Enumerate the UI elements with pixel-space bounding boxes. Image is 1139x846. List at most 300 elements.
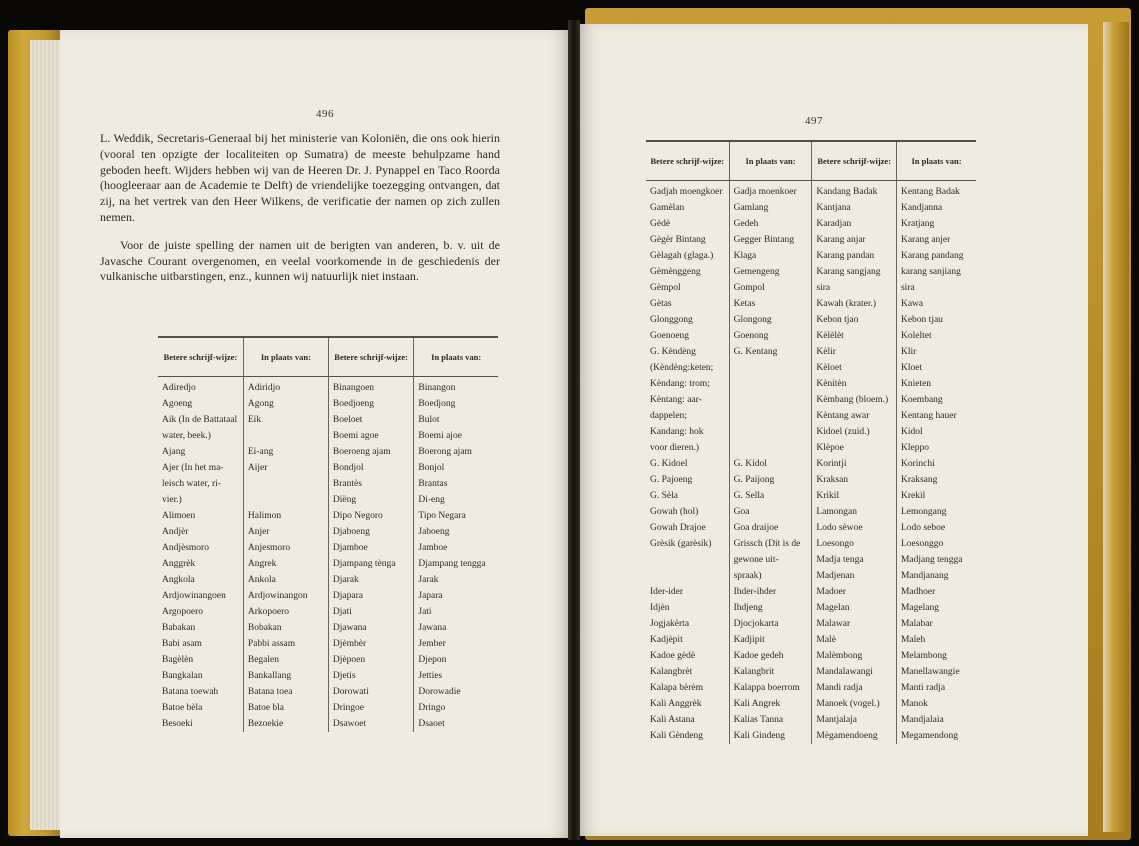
table-row (646, 584, 976, 600)
table-cell: Megamendong (896, 728, 976, 744)
table-row (158, 716, 498, 732)
table-cell: Anjesmoro (243, 540, 328, 556)
table-cell: Dorowadie (414, 684, 498, 700)
table-header-row (158, 337, 498, 377)
table-cell: Djapara (328, 588, 413, 604)
table-cell: Magelan (812, 600, 897, 616)
table-cell: Karang anjer (896, 232, 976, 248)
table-cell: Andjèsmoro (162, 543, 209, 553)
table-cell: Goenoeng (650, 331, 690, 341)
table-cell: Ardjowinangoen (162, 591, 226, 601)
table-cell: Glonggong (650, 315, 693, 325)
table-cell: Agong (243, 396, 328, 412)
table-row (646, 328, 976, 344)
table-cell: Djocjokarta (729, 616, 812, 632)
table-cell: Bondjol (328, 460, 413, 476)
table-cell: (Kèndèng:keten; (650, 363, 714, 373)
table-cell: Gamlang (729, 200, 812, 216)
table-cell: Bagèlèn (162, 655, 194, 665)
table-row (646, 712, 976, 728)
table-cell: Gemengeng (729, 264, 812, 280)
table-cell: Karang sangjang (812, 264, 897, 280)
table-cell: Bezoekie (243, 716, 328, 732)
table-cell: Ajang (162, 447, 186, 457)
table-cell: Brantès (328, 476, 413, 492)
table-cell: Glongong (729, 312, 812, 328)
table-cell: Boedjong (414, 396, 498, 412)
table-cell: Kali Astana (650, 715, 695, 725)
table-cell: water, beek.) (162, 431, 211, 441)
table-cell (729, 360, 812, 376)
header-instead-of: In plaats van: (243, 337, 328, 377)
table-cell: Kènitèn (812, 376, 897, 392)
table-cell: Kalias Tanna (729, 712, 812, 728)
table-row (646, 248, 976, 264)
table-cell: Mantjalaja (812, 712, 897, 728)
table-cell (243, 492, 328, 508)
table-cell: Korinchi (896, 456, 976, 472)
table-cell: Klir (896, 344, 976, 360)
table-cell: Kali Angrek (729, 696, 812, 712)
table-cell: sira (896, 280, 976, 296)
left-page-edges (30, 40, 64, 830)
table-cell: vier.) (162, 495, 182, 505)
table-cell: Dringoe (328, 700, 413, 716)
table-cell: Kèlèlèt (812, 328, 897, 344)
table-row (158, 377, 498, 397)
table-cell (729, 408, 812, 424)
table-row (158, 572, 498, 588)
table-cell: Kloet (896, 360, 976, 376)
table-cell: Gètas (650, 299, 672, 309)
table-cell: Manoek (vogel.) (812, 696, 897, 712)
table-cell: Arkopoero (243, 604, 328, 620)
table-row (158, 588, 498, 604)
table-cell: Dipo Negoro (328, 508, 413, 524)
table-row (158, 700, 498, 716)
table-header-row (646, 141, 976, 181)
table-row (646, 264, 976, 280)
table-cell: Djamboe (328, 540, 413, 556)
table-cell: Malabar (896, 616, 976, 632)
header-better-spelling: Betere schrijf-wijze: (163, 352, 238, 362)
table-row (646, 728, 976, 744)
table-cell: Adiredjo (162, 383, 196, 393)
table-cell: Brantas (414, 476, 498, 492)
table-row (646, 456, 976, 472)
table-cell: G. Sella (729, 488, 812, 504)
table-cell: Ketas (729, 296, 812, 312)
table-cell: Gamèlan (650, 203, 685, 213)
table-cell: Grissch (Dit is de (729, 536, 812, 552)
table-row (646, 520, 976, 536)
header-better-spelling: Betere schrijf-wijze: (328, 337, 413, 377)
table-cell: Madja tenga (812, 552, 897, 568)
table-cell: G. Kidoel (650, 459, 688, 469)
table-cell: Krekil (896, 488, 976, 504)
table-cell: Angkola (162, 575, 195, 585)
table-cell: Jember (414, 636, 498, 652)
table-cell: Karang pandan (812, 248, 897, 264)
table-row (646, 648, 976, 664)
table-cell: Kalappa boerrom (729, 680, 812, 696)
table-cell: Tipo Negara (414, 508, 498, 524)
table-cell: Kadoe gèdè (650, 651, 696, 661)
table-row (646, 200, 976, 216)
table-cell: Aijer (243, 460, 328, 476)
header-better-spelling: Betere schrijf-wijze: (812, 141, 897, 181)
table-row (158, 540, 498, 556)
table-cell: Kali Anggrèk (650, 699, 702, 709)
table-cell: G. Kèndèng (650, 347, 696, 357)
table-cell: Binangon (414, 377, 498, 397)
table-cell: Dsawoet (328, 716, 413, 732)
table-cell: Manti radja (896, 680, 976, 696)
table-cell: Kèlir (812, 344, 897, 360)
table-row (158, 476, 498, 492)
table-cell: Goa draijoe (729, 520, 812, 536)
table-cell: Japara (414, 588, 498, 604)
table-row (158, 524, 498, 540)
table-cell: Adiridjo (243, 377, 328, 397)
table-cell: Dringo (414, 700, 498, 716)
table-cell (243, 476, 328, 492)
table-row (646, 488, 976, 504)
table-cell: Melambong (896, 648, 976, 664)
table-cell: Ankola (243, 572, 328, 588)
table-cell: Bonjol (414, 460, 498, 476)
table-row (646, 216, 976, 232)
table-cell: Kawah (krater.) (812, 296, 897, 312)
table-cell (729, 392, 812, 408)
table-cell: Ihder-ihder (729, 584, 812, 600)
table-cell: Batoe bla (243, 700, 328, 716)
table-cell: Mandjalaia (896, 712, 976, 728)
table-row (646, 568, 976, 584)
table-row (158, 396, 498, 412)
table-row (646, 536, 976, 552)
book-gutter (568, 20, 580, 840)
table-cell: Jaboeng (414, 524, 498, 540)
table-cell: Boeloet (328, 412, 413, 428)
table-cell: Goa (729, 504, 812, 520)
table-cell: Bulot (414, 412, 498, 428)
table-cell: Boerong ajam (414, 444, 498, 460)
table-cell: Madjang tengga (896, 552, 976, 568)
table-cell: voor dieren.) (650, 443, 700, 453)
table-cell: Jamboe (414, 540, 498, 556)
table-cell: Andjèr (162, 527, 189, 537)
table-row (646, 424, 976, 440)
table-cell: Gèlagah (glaga.) (650, 251, 714, 261)
table-cell: Ardjowinangon (243, 588, 328, 604)
table-row (158, 636, 498, 652)
table-cell: dappelen; (650, 411, 687, 421)
table-cell: Bangkalan (162, 671, 203, 681)
table-cell: Babakan (162, 623, 196, 633)
table-cell: Jati (414, 604, 498, 620)
header-better-spelling: Betere schrijf-wijze: (650, 156, 725, 166)
table-cell: Kali Gèndeng (650, 731, 704, 741)
table-cell: Kadjèpit (650, 635, 683, 645)
table-cell: Kebon tjao (812, 312, 897, 328)
table-cell: Kandang: hok (650, 427, 704, 437)
table-cell: Kentang Badak (896, 181, 976, 201)
table-cell: Klaga (729, 248, 812, 264)
table-row (158, 556, 498, 572)
table-cell: Batoe bèla (162, 703, 203, 713)
table-row (646, 552, 976, 568)
header-instead-of: In plaats van: (729, 141, 812, 181)
table-cell: Ajer (In het ma- (162, 463, 224, 473)
table-cell: karang sanjiang (896, 264, 976, 280)
table-cell: Angrek (243, 556, 328, 572)
table-row (158, 444, 498, 460)
table-row (646, 440, 976, 456)
table-cell: Grèsik (garèsik) (650, 539, 712, 549)
table-cell: Djepon (414, 652, 498, 668)
left-page-number: 496 (316, 108, 334, 120)
table-cell: Kèmbang (bloem.) (812, 392, 897, 408)
table-cell: Ei-ang (243, 444, 328, 460)
table-cell: Kèntang: aar- (650, 395, 702, 405)
right-page-number: 497 (805, 115, 823, 127)
table-cell: Kali Gindeng (729, 728, 812, 744)
table-cell: Djarak (328, 572, 413, 588)
table-cell: Gègèr Bintang (650, 235, 706, 245)
table-cell: Gèdè (650, 219, 671, 229)
table-cell: gewone uit- (729, 552, 812, 568)
table-row (158, 492, 498, 508)
table-cell: Boemi ajoe (414, 428, 498, 444)
table-cell: Malè (812, 632, 897, 648)
table-cell: Maleh (896, 632, 976, 648)
table-cell: leisch water, ri- (162, 479, 221, 489)
intro-text (100, 131, 500, 293)
table-cell: Dsaoet (414, 716, 498, 732)
table-cell: Jetties (414, 668, 498, 684)
right-page-edges (1103, 22, 1129, 832)
table-row (646, 376, 976, 392)
table-cell: G. Pajoeng (650, 475, 693, 485)
table-cell: Krikil (812, 488, 897, 504)
table-cell: Djati (328, 604, 413, 620)
table-cell: Gèmènggeng (650, 267, 701, 277)
table-cell: Djetis (328, 668, 413, 684)
table-cell: Kadoe gedeh (729, 648, 812, 664)
table-cell: Diëng (328, 492, 413, 508)
table-row (158, 428, 498, 444)
table-cell: Agoeng (162, 399, 193, 409)
table-row (158, 604, 498, 620)
table-cell (243, 428, 328, 444)
table-row (646, 664, 976, 680)
table-cell: Kawa (896, 296, 976, 312)
table-cell: Klèpoe (812, 440, 897, 456)
table-cell: Madjenan (812, 568, 897, 584)
table-cell: Djampang tènga (328, 556, 413, 572)
intro-paragraph-2: Voor de juiste spelling der namen uit de berigten van anderen, b. v. uit de Javasche Courant overgenomen, en veelal voorkomende in de geschiedenis der vulkanische uitbarstingen, enz., kunnen wij natuurlijk niet instaan. (100, 237, 500, 284)
table-cell: Madoer (812, 584, 897, 600)
table-cell: Lodo seboe (896, 520, 976, 536)
table-cell: Mandjanang (896, 568, 976, 584)
table-row (646, 360, 976, 376)
table-cell: Ider-ider (650, 587, 684, 597)
table-row (158, 620, 498, 636)
left-vocabulary-table (158, 336, 498, 732)
table-cell: Kalangbrit (729, 664, 812, 680)
header-instead-of: In plaats van: (414, 337, 498, 377)
table-cell: Loesongo (812, 536, 897, 552)
table-cell: Kleppo (896, 440, 976, 456)
table-cell: G. Paijong (729, 472, 812, 488)
table-cell: Kandjanna (896, 200, 976, 216)
table-cell: Di-eng (414, 492, 498, 508)
table-cell: Jawana (414, 620, 498, 636)
table-cell: Gadjah moengkoer (650, 187, 723, 197)
table-cell: Malèmbong (812, 648, 897, 664)
table-cell: Loesonggo (896, 536, 976, 552)
table-row (646, 504, 976, 520)
table-cell: Karang pandang (896, 248, 976, 264)
table-cell: Kalapa bèrèm (650, 683, 704, 693)
table-cell: Kèndang: trom; (650, 379, 710, 389)
table-row (158, 684, 498, 700)
table-cell: Lemongang (896, 504, 976, 520)
table-cell (729, 440, 812, 456)
table-cell: Gadja moenkoer (729, 181, 812, 201)
table-cell: Boedjoeng (328, 396, 413, 412)
table-cell: Djèpoen (328, 652, 413, 668)
table-cell: Pabbi assam (243, 636, 328, 652)
table-cell: Gèmpol (650, 283, 681, 293)
table-row (646, 408, 976, 424)
table-row (646, 392, 976, 408)
table-row (646, 696, 976, 712)
table-cell: Babi asam (162, 639, 202, 649)
table-cell: Kèntang awar (812, 408, 897, 424)
table-cell: Kraksang (896, 472, 976, 488)
table-cell: Djaboeng (328, 524, 413, 540)
table-cell: Bobakan (243, 620, 328, 636)
table-row (646, 280, 976, 296)
table-cell: Karadjan (812, 216, 897, 232)
table-cell: Mandalawangi (812, 664, 897, 680)
table-cell: G. Kidol (729, 456, 812, 472)
table-row (646, 632, 976, 648)
table-row (646, 600, 976, 616)
table-cell: Binangoen (328, 377, 413, 397)
table-cell: Malawar (812, 616, 897, 632)
table-cell: Kantjana (812, 200, 897, 216)
table-cell: Kidoel (zuid.) (812, 424, 897, 440)
table-cell: Karang anjar (812, 232, 897, 248)
table-cell: Gowah Drajoe (650, 523, 706, 533)
right-vocabulary-table (646, 140, 976, 744)
table-cell: Kratjang (896, 216, 976, 232)
table-cell: Manellawangie (896, 664, 976, 680)
table-cell: Boeroeng ajam (328, 444, 413, 460)
table-cell: Jogjakèrta (650, 619, 690, 629)
table-cell: Alimoen (162, 511, 196, 521)
table-cell: Halimon (243, 508, 328, 524)
table-cell: Gompol (729, 280, 812, 296)
table-cell: Besoeki (162, 719, 193, 729)
table-cell: G. Kentang (729, 344, 812, 360)
table-row (646, 680, 976, 696)
table-cell: Goenong (729, 328, 812, 344)
table-cell: Argopoero (162, 607, 203, 617)
table-cell: Anggrèk (162, 559, 196, 569)
table-cell: Lamongan (812, 504, 897, 520)
table-cell: Djawana (328, 620, 413, 636)
table-cell: Korintji (812, 456, 897, 472)
table-cell: Kadjipit (729, 632, 812, 648)
table-row (646, 312, 976, 328)
header-instead-of: In plaats van: (896, 141, 976, 181)
table-cell: Gegger Bintang (729, 232, 812, 248)
table-row (158, 412, 498, 428)
table-cell: Djampang tengga (414, 556, 498, 572)
table-cell: Aik (In de Battataal (162, 415, 238, 425)
table-cell: Kandang Badak (812, 181, 897, 201)
table-cell: Batana toewah (162, 687, 219, 697)
table-cell (646, 552, 729, 568)
table-cell: Gowah (hol) (650, 507, 699, 517)
table-cell: Knieten (896, 376, 976, 392)
table-cell (729, 424, 812, 440)
table-cell: Kidol (896, 424, 976, 440)
table-row (158, 460, 498, 476)
table-row (158, 508, 498, 524)
table-cell: Eik (243, 412, 328, 428)
table-body (158, 377, 498, 733)
table-cell: Kebon tjau (896, 312, 976, 328)
table-cell (646, 568, 729, 584)
table-cell: Magelang (896, 600, 976, 616)
table-cell: Batana toea (243, 684, 328, 700)
table-row (646, 472, 976, 488)
table-cell: Anjer (243, 524, 328, 540)
table-row (646, 616, 976, 632)
table-cell: Idjèn (650, 603, 670, 613)
table-cell: Kèloet (812, 360, 897, 376)
table-cell: Djèmbèr (328, 636, 413, 652)
table-cell: Begalen (243, 652, 328, 668)
table-cell: Manok (896, 696, 976, 712)
table-cell: Boemi agoe (328, 428, 413, 444)
table-cell: Koleltet (896, 328, 976, 344)
table-body (646, 181, 976, 745)
table-cell: Mandi radja (812, 680, 897, 696)
table-cell: spraak) (729, 568, 812, 584)
intro-paragraph-1: L. Weddik, Secretaris-Generaal bij het ministerie van Koloniën, die ons ook hierin (vooral ten opzigte der localiteiten op Sumatra) de meeste behulpzame hand geboden heeft. Wijders hebben wij van de Heeren Dr. J. Pynappel en Taco Roorda (hoogleeraar aan de Academie te Delft) de vriendelijke toezegging ontvangen, dat zij, na het vertrek van den Heer Wilkens, de verificatie der namen op zich zullen nemen. (100, 131, 500, 224)
table-cell: Mègamendoeng (812, 728, 897, 744)
table-cell: G. Sèla (650, 491, 678, 501)
table-row (646, 181, 976, 201)
table-cell: Lodo sèwoe (812, 520, 897, 536)
table-cell (729, 376, 812, 392)
table-cell: Jarak (414, 572, 498, 588)
table-row (646, 344, 976, 360)
table-row (158, 668, 498, 684)
table-cell: Bankallang (243, 668, 328, 684)
table-row (646, 296, 976, 312)
table-cell: Kraksan (812, 472, 897, 488)
table-cell: Kalangbrèt (650, 667, 693, 677)
table-cell: Koembang (896, 392, 976, 408)
table-cell: Ihdjeng (729, 600, 812, 616)
